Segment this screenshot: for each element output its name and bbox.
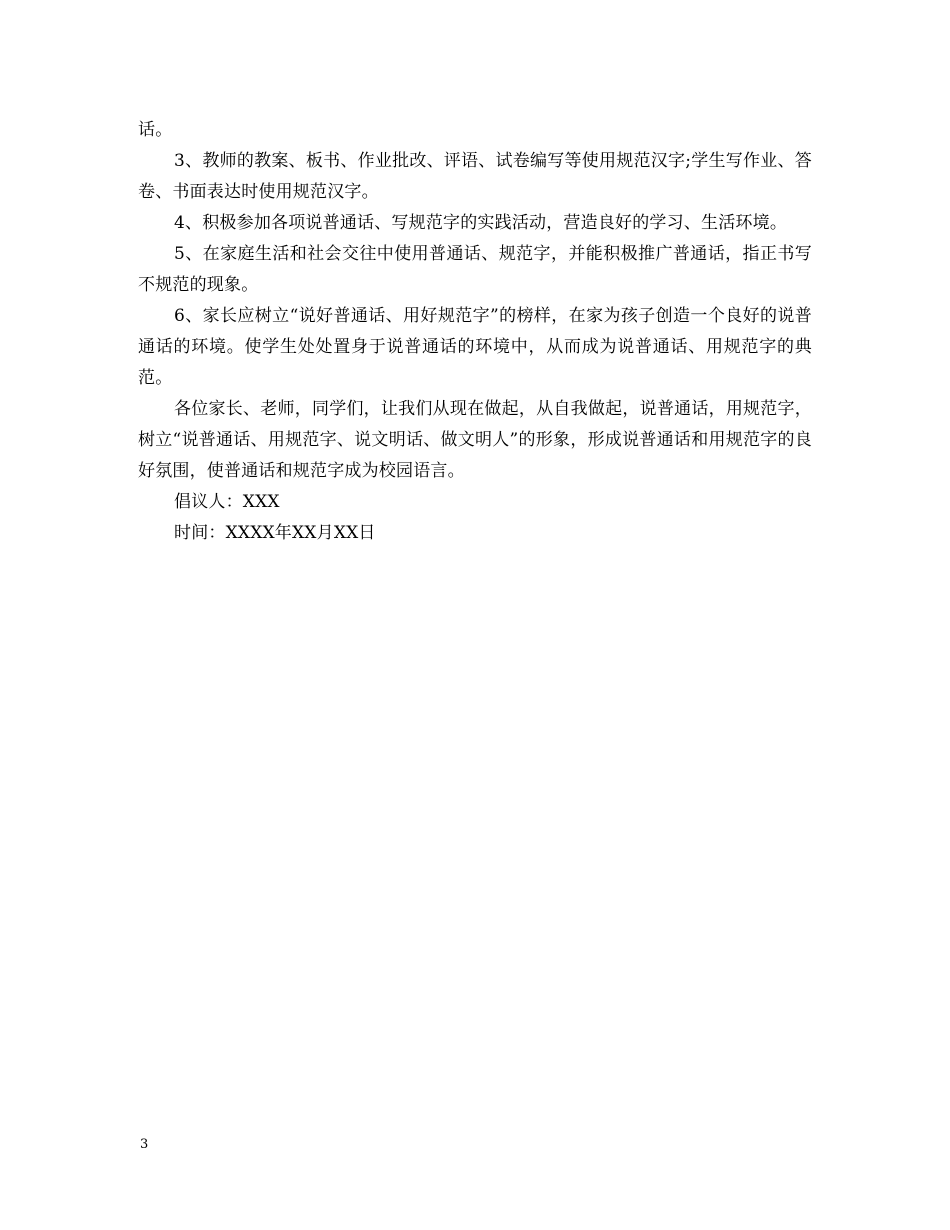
paragraph-item-4: 4、积极参加各项说普通话、写规范字的实践活动，营造良好的学习、生活环境。 <box>174 213 788 233</box>
signature-initiator: 倡议人：XXX <box>174 492 280 512</box>
document-body <box>138 115 812 549</box>
signature-date: 时间：XXXX年XX月XX日 <box>174 523 376 543</box>
paragraph-item-3: 3、教师的教案、板书、作业批改、评语、试卷编写等使用规范汉字;学生写作业、答卷、书面表达时使用规范汉字。 <box>138 151 812 202</box>
paragraph-continuation: 话。 <box>138 120 173 140</box>
page-number: 3 <box>140 1137 149 1152</box>
paragraph-closing-appeal: 各位家长、老师，同学们，让我们从现在做起，从自我做起，说普通话，用规范字，树立“说普通话、用规范字、说文明话、做文明人”的形象，形成说普通话和用规范字的良好氛围，使普通话和规范字成为校园语言。 <box>138 399 812 481</box>
paragraph-item-5: 5、在家庭生活和社会交往中使用普通话、规范字，并能积极推广普通话，指正书写不规范的现象。 <box>138 244 812 295</box>
paragraph-item-6: 6、家长应树立“说好普通话、用好规范字”的榜样，在家为孩子创造一个良好的说普通话的环境。使学生处处置身于说普通话的环境中，从而成为说普通话、用规范字的典范。 <box>138 306 812 388</box>
